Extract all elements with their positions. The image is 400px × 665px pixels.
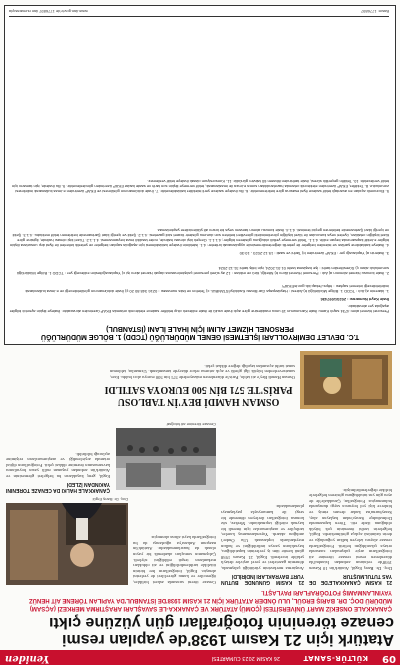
ceremony-caption: Cenaze törenine ait fotoğraf bbox=[166, 422, 216, 427]
newspaper-logo: Yeniden bbox=[5, 653, 50, 664]
article-deck: ÇANAKKALE ONSEKİZ MART ÜNİVERSİTESİ (ÇOMÜ) ATATÜRK VE ÇANAKKA-LE SAVAŞLARI ARAŞTIRMA MERKEZİ (AÇSAM) MÜDÜRÜ DOÇ. DR. BARIŞ ERGÜL, ULU ÖNDER ATATÜRK İÇİN 21 KASIM 1938'DE İSTANBUL'DA YAPILAN TÖRENE AİT HENÜZ YAYINLANMAMIŞ FOTOĞRAFLARI PAYLAŞTI. bbox=[28, 589, 392, 611]
portrait-caption: Doç. Dr. Barış Ergül bbox=[92, 497, 128, 502]
article-column-3 bbox=[133, 495, 216, 585]
page-number: 09 bbox=[382, 653, 396, 664]
column-2-text: Araştırma merkezinin yürüttüğü çalışmada, dönemin gazeteleri ve yerel arşivler detaylı şekilde incelendi. Ergül, 21 Kasım 1938 günü kentte tüm iş yerlerinin kapatıldığını, bayrakların yarıya indirildiğini ve halkın meydanlarda toplanarak Ulu Önder'i andığını aktardı. Yayımlanmamış kareler, tarihçiler ve araştırmacılar için önemli bir kaynak niteliği taşımaktadır. Merkez, söz konusu fotoğrafları ilerleyen dönemde bir sergi ile kamuoyuyla paylaşmayı planlamaktadır. bbox=[221, 504, 304, 571]
tender-announcement bbox=[4, 5, 396, 345]
subheading-1: 21 KASIM ÇANAKKALE'DE DE YAS TUTULMUŞTUR bbox=[309, 573, 392, 585]
tender-footer-left: Basın: 1776897 bbox=[360, 9, 389, 14]
article-column-4 bbox=[6, 353, 110, 493]
article-column-1 bbox=[309, 413, 392, 585]
masthead-bar bbox=[0, 650, 400, 665]
portrait-photo bbox=[6, 503, 128, 585]
tender-title-line-1: T.C. DEVLET DEMİRYOLLARI İŞLETMESİ GENEL MÜDÜRLÜĞÜ (TCDD) 1. BÖLGE MÜDÜRLÜĞÜ bbox=[40, 333, 360, 340]
portrait-photo-image bbox=[6, 503, 128, 585]
ceremony-photo-image bbox=[116, 428, 216, 490]
tender-title bbox=[5, 324, 395, 340]
subheading-2: 21 KASIM GÜNÜNDE BÜTÜN YURT BAYRAKLARI İNDİRİLDİ bbox=[221, 573, 304, 585]
article-column-2 bbox=[221, 413, 304, 585]
tender-title-line-2: PERSONEL HİZMET ALIMI İÇİN İHALE İLANI (İSTANBUL) bbox=[106, 325, 294, 332]
issue-date: 26 KASIM 2023 CUMARTESİ bbox=[211, 655, 280, 661]
tender-item-1: 1- İdarenin a) Adı : TCDD 1. Bölge Müdürlüğü b) Adresi : Haydarpaşa Gar Binası Kadıköy/İSTANBUL c) Telefon ve faks numarası : 0216 348 80 20 ç) İhale dokümanının görülebileceği ve e-imza kullanılarak indirilebileceği internet sayfası : https://ekap.kik.gov.tr/EKAP/ bbox=[25, 284, 389, 294]
osman-hamdi-headline: OSMAN HAMDİ BEY'İN TABLOSU PARİS'TE 571 BİN 500 EUROYA SATILDI bbox=[104, 384, 293, 407]
tender-item-4: 4- İhaleye katılabilme şartları ve istenilen belgeler ile yeterlik değerlendirmesinde uygulanacak kriterler: 4.1. İsteklinin ihaleye katılabilmesi için aşağıda sayılan belgeler ve yeterlik kriterleri ile fiyat dışı unsurlara ilişkin bilgiler e-teklif kapsamında beyan edilir. 4.1.1. Teklif vermeye yetkili olduğunu gösteren bilgiler; 4.1.1.1. Gerçek kişi olması halinde, noter tasdikli imza beyannamesi. 4.1.1.2. Tüzel kişi olması halinde, ilgisine göre tüzel kişiliğin ortakları, üyeleri veya kurucuları ile tüzel kişiliğin yönetimindeki görevlileri belirten son durumu gösterir ticaret sicil gazetesi. 4.1.2. Şekli ve içeriği İdari Şartnamede belirlenen teklif mektubu. 4.1.3. Şekli ve içeriği İdari Şartnamede belirlenen geçici teminat. 4.1.4. İhale konusu alımın tamamı veya bir kısmı alt yüklenicilere yaptırılamaz. bbox=[9, 228, 389, 248]
tender-item-2: 2- İhale konusu hizmet alımının a) Adı : Personel Hizmet Alımı b) Niteliği, türü ve miktarı : 12 ay süreli personel çalıştırılmasına dayalı hizmet alımı işi c) Yapılacağı/teslim edileceği yer : TCDD 1. Bölge Müdürlüğü sorumluluk alanı ç) Süresi/teslim tarihi : İşe başlama tarihi 01.01.2024, işin bitiş tarihi 31.12.2024 bbox=[16, 266, 389, 276]
osman-hamdi-text: Osman Hamdi Bey'e ait tablo, Paris'te düzenlenen müzayedede 571 bin 500 euroya alıcı buldu. Eser, sanatseverlerden büyük ilgi gördü ve açık artırma rekor düzeyde tamamlandı. Uzmanlar, tablonun sanat tarihi açısından taşıdığı değere dikkat çekti. bbox=[110, 363, 295, 380]
tender-footer-divider bbox=[9, 16, 389, 17]
tender-footer bbox=[9, 9, 389, 14]
tender-ikn: İhale Kayıt Numarası : 2023/1097436 bbox=[320, 297, 389, 302]
tender-footer-right: www.ilan.gov.tr'de 1776897 ilan numarasıyla bbox=[9, 9, 88, 14]
tender-intro: Personel hizmet alımı 4734 sayılı Kamu İhale Kanununun 19 uncu maddesine göre açık ihale usulü ile ihale edilecek olup teklifler sadece elektronik ortamda EKAP üzerinden alınacaktır. İhaleye ilişkin ayrıntılı bilgiler aşağıda yer almaktadır. bbox=[9, 304, 389, 314]
column-4-text: Ergül, genç kuşakların bu belgeleri görmesinin ve Atatürk'ün ardından yaşanan milli yasın boyutlarını kavramasının önemine dikkat çekti. Fotoğrafların dijital ortamda arşivlendiği ve araştırmacıların erişimine açılacağı bildirildi. bbox=[6, 451, 110, 479]
column-3-text: Cenaze töreni sırasında askeri birlikler, öğrenciler ve kamu görevlileri de yerlerini almıştır. Ergül, fotoğrafların her birinin titizlikle tarihlendirildiğini ve ait oldukları mekanların tespit edildiğini söyledi. Çalışmanın sonuçları akademik bir yayın olarak da hazırlanmaktadır. Atatürk'ün naaşının Ankara'ya uğurlanışı da bu fotoğraflarda kayıt altına alınmıştır. bbox=[133, 535, 216, 585]
section-name: KÜLTÜR-SANAT bbox=[302, 654, 368, 662]
column-1-text: Doç. Dr. Barış Ergül, Atatürk'ün 10 Kasım 1938'de vefatının ardından İstanbul'da düzenlenen resmi cenaze törenine ait fotoğrafların arşiv çalışmaları sırasında ortaya çıkarıldığını belirtti. Fotoğraflarda cenaze alayını izleyen halkın yoğunluğu ve derin üzüntüsü açıkça görülmektedir. Ergül, belgelerin tarihi öneminin çok büyük olduğunu ifade etti. Tören kapsamında Dolmabahçe Sarayı'ndan başlayan alay, Sarayburnu'na kadar devam etmiş ve binlerce kişi yol boyunca saygı duruşunda bulunmuştur. Fotoğraflar, Çanakkale'de de aynı gün yas tutulduğunu gösteren belgelerle birlikte değerlendirilmiştir. bbox=[309, 487, 392, 571]
painting-image bbox=[300, 351, 392, 409]
tender-item-3: 3- İhalenin a) Yapılacağı yer : EKAP üzerinden b) Tarihi ve saati : 19.12.2023 - 10:30 bbox=[239, 251, 389, 256]
subheading-3: ÇANAKKALE HALKI DA CENAZE TÖRENİNİ YAKINDAN İZLEDİ bbox=[6, 481, 110, 493]
tender-item-5: 5- Ekonomik açıdan en avantajlı teklif sadece fiyat esasına göre belirlenecektir. 6- Bu ihaleye sadece yerli istekliler katılabilecektir. 7- İhale dokümanının görülmesi ve EKAP üzerinden e-imza kullanarak indirilmesi zorunludur. 8- Teklifler, EKAP üzerinden elektronik ortamda hazırlandıktan sonra e-imza ile imzalanarak, teklif vermeye ilişkin son tarih ve saate kadar EKAP üzerinden gönderilecektir. 9- Bu ihalede, işin tamamı için teklif verilecektir. 10- Teklifin geçerlilik süresi, ihale tarihinden itibaren 60 takvim günüdür. 11- Konsorsiyum olarak ihaleye teklif verilemez. bbox=[11, 179, 389, 194]
ceremony-photo bbox=[116, 428, 216, 490]
main-headline: Atatürk için 21 Kasım 1938'de yapılan resmi cenaze töreninin fotoğrafları gün yüzüne çıktı bbox=[49, 614, 394, 648]
painting-photo bbox=[300, 351, 392, 409]
